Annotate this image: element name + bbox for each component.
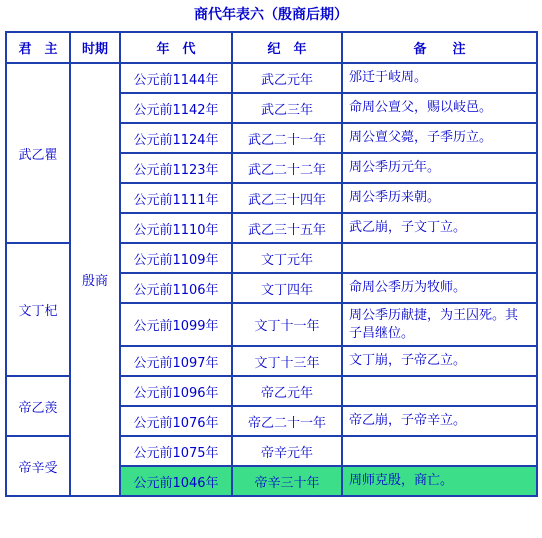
year-cell: 公元前1144年 <box>120 63 232 93</box>
header-year: 年 代 <box>120 32 232 63</box>
reign-cell: 文丁十三年 <box>232 346 342 376</box>
note-cell <box>342 376 537 406</box>
reign-cell: 武乙元年 <box>232 63 342 93</box>
reign-cell: 帝辛元年 <box>232 436 342 466</box>
reign-cell: 帝乙二十一年 <box>232 406 342 436</box>
note-cell <box>342 243 537 273</box>
note-cell: 周公亶父薨，子季历立。 <box>342 123 537 153</box>
header-period: 时期 <box>70 32 120 63</box>
header-note: 备 注 <box>342 32 537 63</box>
year-cell: 公元前1046年 <box>120 466 232 496</box>
reign-cell: 文丁十一年 <box>232 303 342 346</box>
header-row <box>6 32 537 63</box>
note-cell: 文丁崩，子帝乙立。 <box>342 346 537 376</box>
reign-cell: 文丁四年 <box>232 273 342 303</box>
reign-cell: 武乙二十一年 <box>232 123 342 153</box>
year-cell: 公元前1142年 <box>120 93 232 123</box>
year-cell: 公元前1099年 <box>120 303 232 346</box>
year-cell: 公元前1110年 <box>120 213 232 243</box>
header-reign-year: 纪 年 <box>232 32 342 63</box>
reign-cell: 文丁元年 <box>232 243 342 273</box>
note-cell: 周公季历元年。 <box>342 153 537 183</box>
ruler-cell: 帝辛受 <box>6 436 70 496</box>
ruler-cell: 文丁杞 <box>6 243 70 376</box>
note-cell: 周师克殷，商亡。 <box>342 466 537 496</box>
reign-cell: 武乙三十四年 <box>232 183 342 213</box>
year-cell: 公元前1124年 <box>120 123 232 153</box>
note-cell: 邠迁于岐周。 <box>342 63 537 93</box>
reign-cell: 武乙三年 <box>232 93 342 123</box>
note-cell: 周公季历来朝。 <box>342 183 537 213</box>
note-cell: 武乙崩，子文丁立。 <box>342 213 537 243</box>
year-cell: 公元前1109年 <box>120 243 232 273</box>
year-cell: 公元前1096年 <box>120 376 232 406</box>
year-cell: 公元前1106年 <box>120 273 232 303</box>
reign-cell: 武乙二十二年 <box>232 153 342 183</box>
year-cell: 公元前1076年 <box>120 406 232 436</box>
note-cell: 周公季历献捷，为王囚死。其子昌继位。 <box>342 303 537 346</box>
note-cell: 命周公亶父，赐以岐邑。 <box>342 93 537 123</box>
table-row <box>6 63 537 93</box>
reign-cell: 帝辛三十年 <box>232 466 342 496</box>
year-cell: 公元前1111年 <box>120 183 232 213</box>
year-cell: 公元前1123年 <box>120 153 232 183</box>
note-cell: 帝乙崩，子帝辛立。 <box>342 406 537 436</box>
reign-cell: 帝乙元年 <box>232 376 342 406</box>
page-title: 商代年表六（殷商后期） <box>194 7 348 23</box>
note-cell <box>342 436 537 466</box>
note-cell: 命周公季历为牧师。 <box>342 273 537 303</box>
reign-cell: 武乙三十五年 <box>232 213 342 243</box>
ruler-cell: 武乙瞿 <box>6 63 70 243</box>
header-ruler: 君 主 <box>6 32 70 63</box>
year-cell: 公元前1075年 <box>120 436 232 466</box>
period-cell: 殷商 <box>70 63 120 496</box>
year-cell: 公元前1097年 <box>120 346 232 376</box>
ruler-cell: 帝乙羡 <box>6 376 70 436</box>
chronology-table <box>5 31 538 497</box>
